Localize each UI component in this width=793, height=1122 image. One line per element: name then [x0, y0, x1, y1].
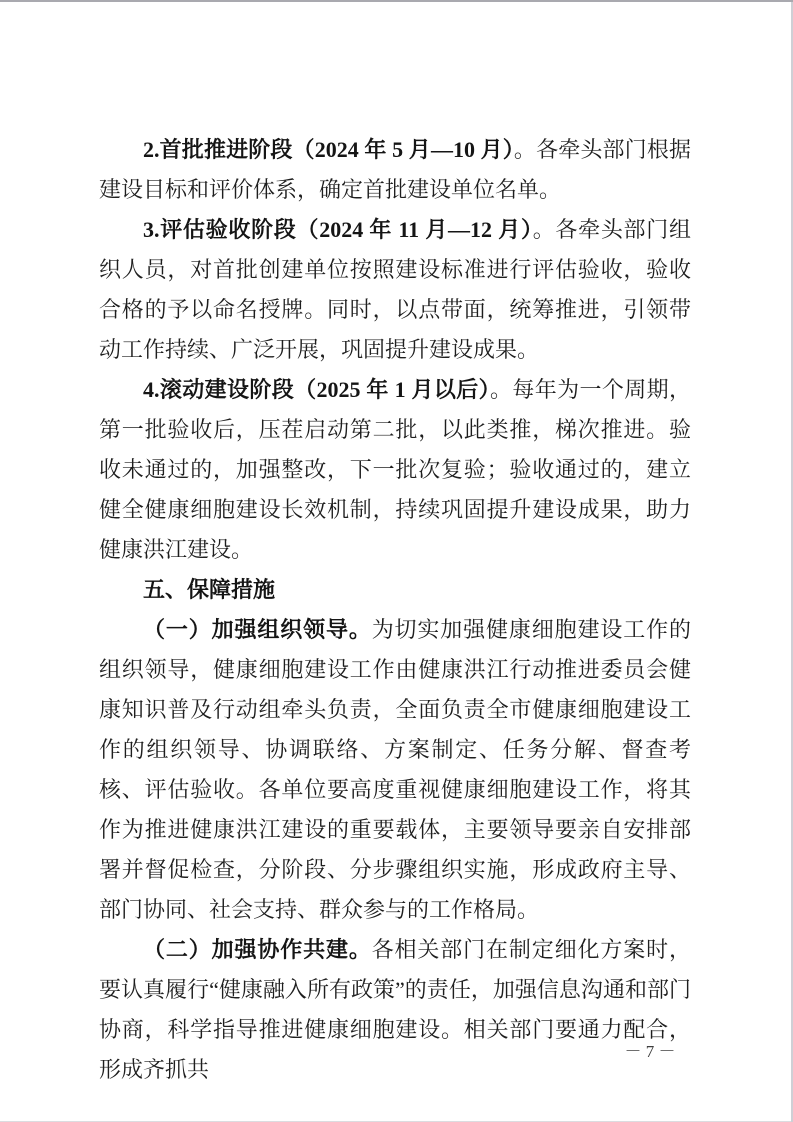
paragraph-lead: （二）加强协作共建。 — [143, 937, 372, 962]
paragraph-text: 。每年为一个周期，第一批验收后，压茬启动第二批，以此类推，梯次推进。验收未通过的，加强整改，下一批次复验；验收通过的，建立健全健康细胞建设长效机制，持续巩固提升建设成果，助力健康洪江建设。 — [99, 377, 691, 562]
document-body — [99, 130, 691, 1090]
paragraph-text: 。各牵头部门根据建设目标和评价体系，确定首批建设单位名单。 — [99, 137, 691, 202]
paragraph-lead: （一）加强组织领导。 — [143, 617, 372, 642]
paragraph-stage-rolling — [99, 370, 691, 570]
paragraph-stage-evaluation — [99, 210, 691, 370]
page-number: － 7 － — [624, 1042, 676, 1061]
paragraph-text: 各相关部门在制定细化方案时，要认真履行“健康融入所有政策”的责任，加强信息沟通和部门协商，科学指导推进健康细胞建设。相关部门要通力配合，形成齐抓共 — [99, 937, 692, 1082]
paragraph-lead: 2.首批推进阶段（2024 年 5 月—10 月） — [143, 137, 514, 162]
paragraph-text: 。各牵头部门组织人员，对首批创建单位按照建设标准进行评估验收，验收合格的予以命名授牌。同时，以点带面，统筹推进，引领带动工作持续、广泛开展，巩固提升建设成果。 — [99, 217, 691, 362]
paragraph-lead: 3.评估验收阶段（2024 年 11 月—12 月） — [143, 217, 533, 242]
paragraph-text: 为切实加强健康细胞建设工作的组织领导，健康细胞建设工作由健康洪江行动推进委员会健康知识普及行动组牵头负责，全面负责全市健康细胞建设工作的组织领导、协调联络、方案制定、任务分解、督查考核、评估验收。各单位要高度重视健康细胞建设工作，将其作为推进健康洪江建设的重要载体，主要领导要亲自安排部署并督促检查，分阶段、分步骤组织实施，形成政府主导、部门协同、社会支持、群众参与的工作格局。 — [99, 617, 691, 922]
paragraph-strengthen-organization — [99, 610, 691, 930]
paragraph-strengthen-collaboration — [99, 930, 691, 1090]
paragraph-lead: 4.滚动建设阶段（2025 年 1 月以后） — [143, 377, 490, 402]
section-heading-safeguard-measures: 五、保障措施 — [143, 577, 276, 602]
paragraph-stage-first-batch — [99, 130, 691, 210]
